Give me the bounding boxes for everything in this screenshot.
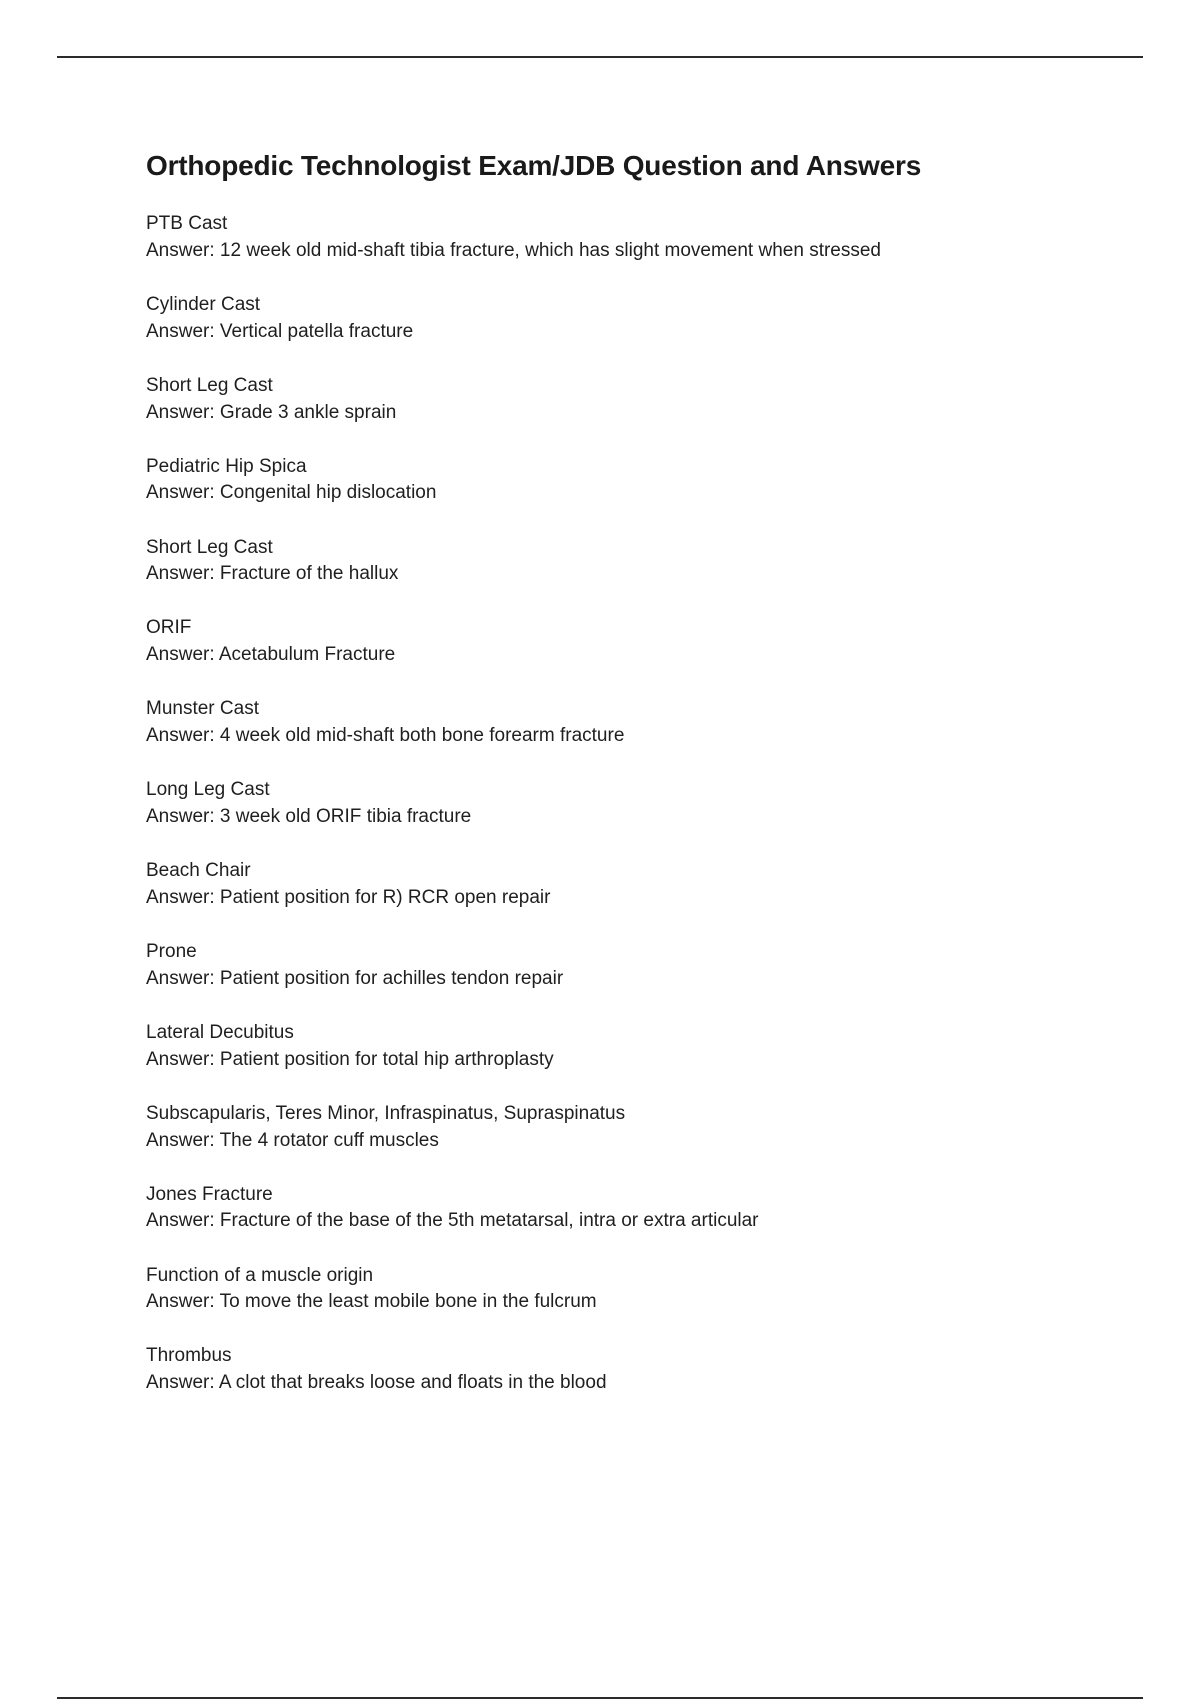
qa-question: Subscapularis, Teres Minor, Infraspinatus, Supraspinatus [146,1102,626,1124]
qa-item [146,454,1126,508]
qa-question: Cylinder Cast [146,293,261,315]
document-title: Orthopedic Technologist Exam/JDB Question and Answers [146,150,922,181]
header-rule [57,56,1143,58]
qa-answer: Answer: Patient position for R) RCR open repair [146,886,551,908]
qa-item [146,696,1126,750]
qa-answer: Answer: 12 week old mid-shaft tibia fracture, which has slight movement when stressed [146,239,881,261]
qa-question: Short Leg Cast [146,536,273,558]
qa-question: ORIF [146,617,192,639]
qa-question: Lateral Decubitus [146,1021,294,1043]
qa-question: Long Leg Cast [146,779,270,801]
qa-answer: Answer: Congenital hip dislocation [146,482,437,504]
qa-item [146,615,1126,669]
qa-item [146,292,1126,346]
qa-answer: Answer: The 4 rotator cuff muscles [146,1129,439,1151]
qa-answer: Answer: 4 week old mid-shaft both bone forearm fracture [146,725,625,747]
qa-answer: Answer: Fracture of the base of the 5th metatarsal, intra or extra articular [146,1210,759,1232]
qa-item [146,1343,1126,1397]
qa-question: Function of a muscle origin [146,1264,374,1286]
qa-question: Thrombus [146,1345,232,1367]
qa-answer: Answer: Patient position for total hip arthroplasty [146,1048,554,1070]
qa-question: PTB Cast [146,213,228,234]
qa-item [146,1263,1126,1317]
qa-question: Short Leg Cast [146,374,273,396]
qa-item [146,1020,1126,1074]
qa-item [146,1101,1126,1155]
qa-answer: Answer: A clot that breaks loose and floats in the blood [146,1372,607,1394]
qa-item [146,939,1126,993]
qa-answer: Answer: Fracture of the hallux [146,563,399,585]
qa-item [146,858,1126,912]
qa-question: Prone [146,941,197,963]
qa-question: Munster Cast [146,698,259,720]
footer-rule [57,1697,1143,1699]
qa-answer: Answer: Vertical patella fracture [146,320,414,342]
qa-item [146,777,1126,831]
qa-question: Pediatric Hip Spica [146,455,307,477]
qa-question: Jones Fracture [146,1183,273,1205]
qa-answer: Answer: 3 week old ORIF tibia fracture [146,806,472,828]
qa-item [146,373,1126,427]
qa-item [146,211,1126,265]
qa-question: Beach Chair [146,860,251,882]
qa-item [146,535,1126,589]
qa-answer: Answer: Grade 3 ankle sprain [146,401,397,423]
qa-item [146,1182,1126,1236]
document-body [146,146,1126,1424]
qa-answer: Answer: Acetabulum Fracture [146,644,396,666]
qa-list [146,211,1126,1397]
qa-answer: Answer: Patient position for achilles tendon repair [146,967,564,989]
qa-answer: Answer: To move the least mobile bone in the fulcrum [146,1291,597,1313]
